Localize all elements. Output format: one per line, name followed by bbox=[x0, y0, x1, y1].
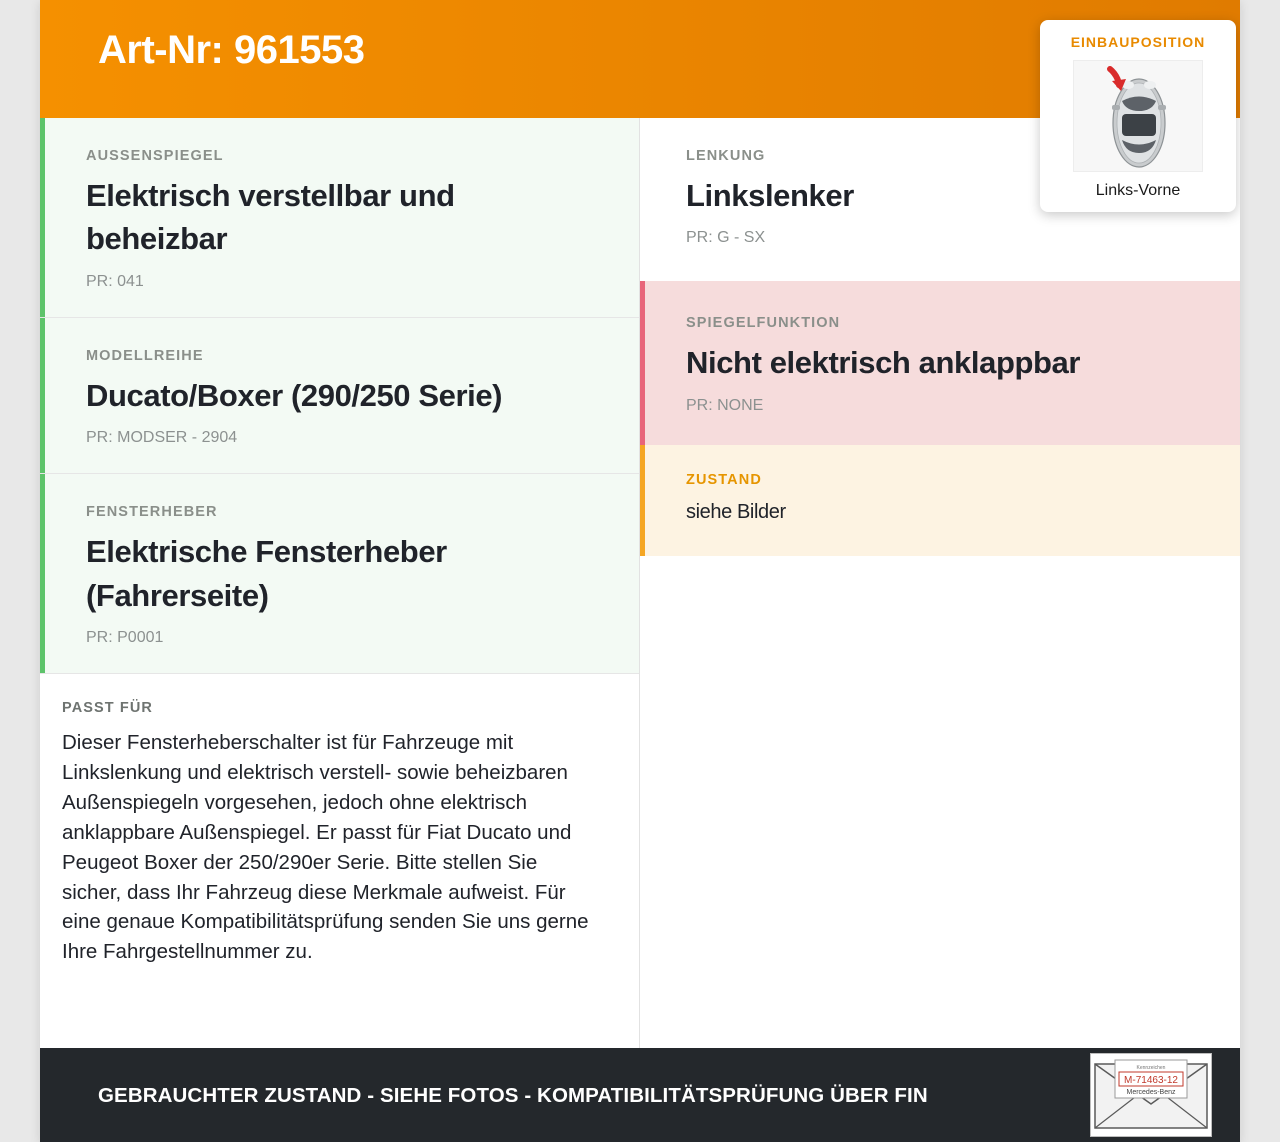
spec-pr-code: PR: MODSER - 2904 bbox=[86, 429, 238, 447]
svg-text:Kennzeichen: Kennzeichen bbox=[1136, 1065, 1166, 1071]
spec-label: MODELLREIHE bbox=[86, 347, 204, 364]
spec-label: FENSTERHEBER bbox=[86, 504, 218, 521]
spec-value: siehe Bilder bbox=[686, 500, 786, 523]
spec-item-spiegelfunktion bbox=[640, 281, 1240, 444]
svg-text:M-71463-12: M-71463-12 bbox=[1124, 1075, 1178, 1086]
install-position-title: EINBAUPOSITION bbox=[1070, 34, 1206, 50]
spec-item-modellreihe bbox=[40, 318, 639, 474]
right-column bbox=[640, 118, 1240, 1048]
spec-pr-code: PR: G - SX bbox=[686, 229, 766, 247]
spec-pr-code: PR: NONE bbox=[686, 396, 764, 414]
install-position-box bbox=[1040, 20, 1236, 212]
footer-text: GEBRAUCHTER ZUSTAND - SIEHE FOTOS - KOMPATIBILITÄTSPRÜFUNG ÜBER FIN bbox=[98, 1084, 928, 1107]
spec-card bbox=[40, 0, 1240, 1142]
left-column bbox=[40, 118, 640, 1048]
fits-for-section bbox=[40, 674, 639, 987]
footer-bar bbox=[40, 1048, 1240, 1142]
spec-label: ZUSTAND bbox=[686, 471, 762, 488]
envelope-stamp-icon bbox=[1090, 1053, 1212, 1137]
spec-item-aussenspiegel bbox=[40, 118, 639, 318]
fits-for-text: Dieser Fensterheberschalter ist für Fahrzeuge mit Linkslenkung und elektrisch verstell- sowie beheizbaren Außenspiegeln vorgesehen, jedoch ohne elektrisch anklappbare Außenspiegel. Er passt für Fiat Ducato und Peugeot Boxer der 250/290er Serie. Bitte stellen Sie sicher, dass Ihr Fahrzeug diese Merkmale aufweist. Für eine genaue Kompatibilitätsprüfung senden Sie uns gerne Ihre Fahrgestellnummer zu. bbox=[62, 730, 589, 964]
spec-label: SPIEGELFUNKTION bbox=[686, 315, 841, 332]
fits-for-label: PASST FÜR bbox=[62, 699, 153, 716]
spec-value: Elektrisch verstellbar und beheizbar bbox=[86, 178, 455, 257]
spec-value: Nicht elektrisch anklappbar bbox=[686, 345, 1081, 381]
spec-pr-code: PR: P0001 bbox=[86, 628, 164, 646]
svg-text:Mercedes-Benz: Mercedes-Benz bbox=[1126, 1089, 1176, 1096]
page-title: Art-Nr: 961553 bbox=[98, 28, 365, 72]
spec-value: Elektrische Fensterheber (Fahrerseite) bbox=[86, 534, 447, 613]
install-position-caption: Links-Vorne bbox=[1095, 182, 1181, 199]
spec-label: AUSSENSPIEGEL bbox=[86, 148, 224, 164]
spec-item-zustand bbox=[640, 445, 1240, 556]
spec-value: Ducato/Boxer (290/250 Serie) bbox=[86, 377, 503, 413]
spec-label: LENKUNG bbox=[686, 148, 766, 164]
spec-item-fensterheber bbox=[40, 474, 639, 674]
car-top-view-icon bbox=[1073, 60, 1203, 172]
spec-pr-code: PR: 041 bbox=[86, 272, 144, 290]
spec-columns bbox=[40, 118, 1240, 1048]
spec-value: Linkslenker bbox=[686, 178, 854, 213]
